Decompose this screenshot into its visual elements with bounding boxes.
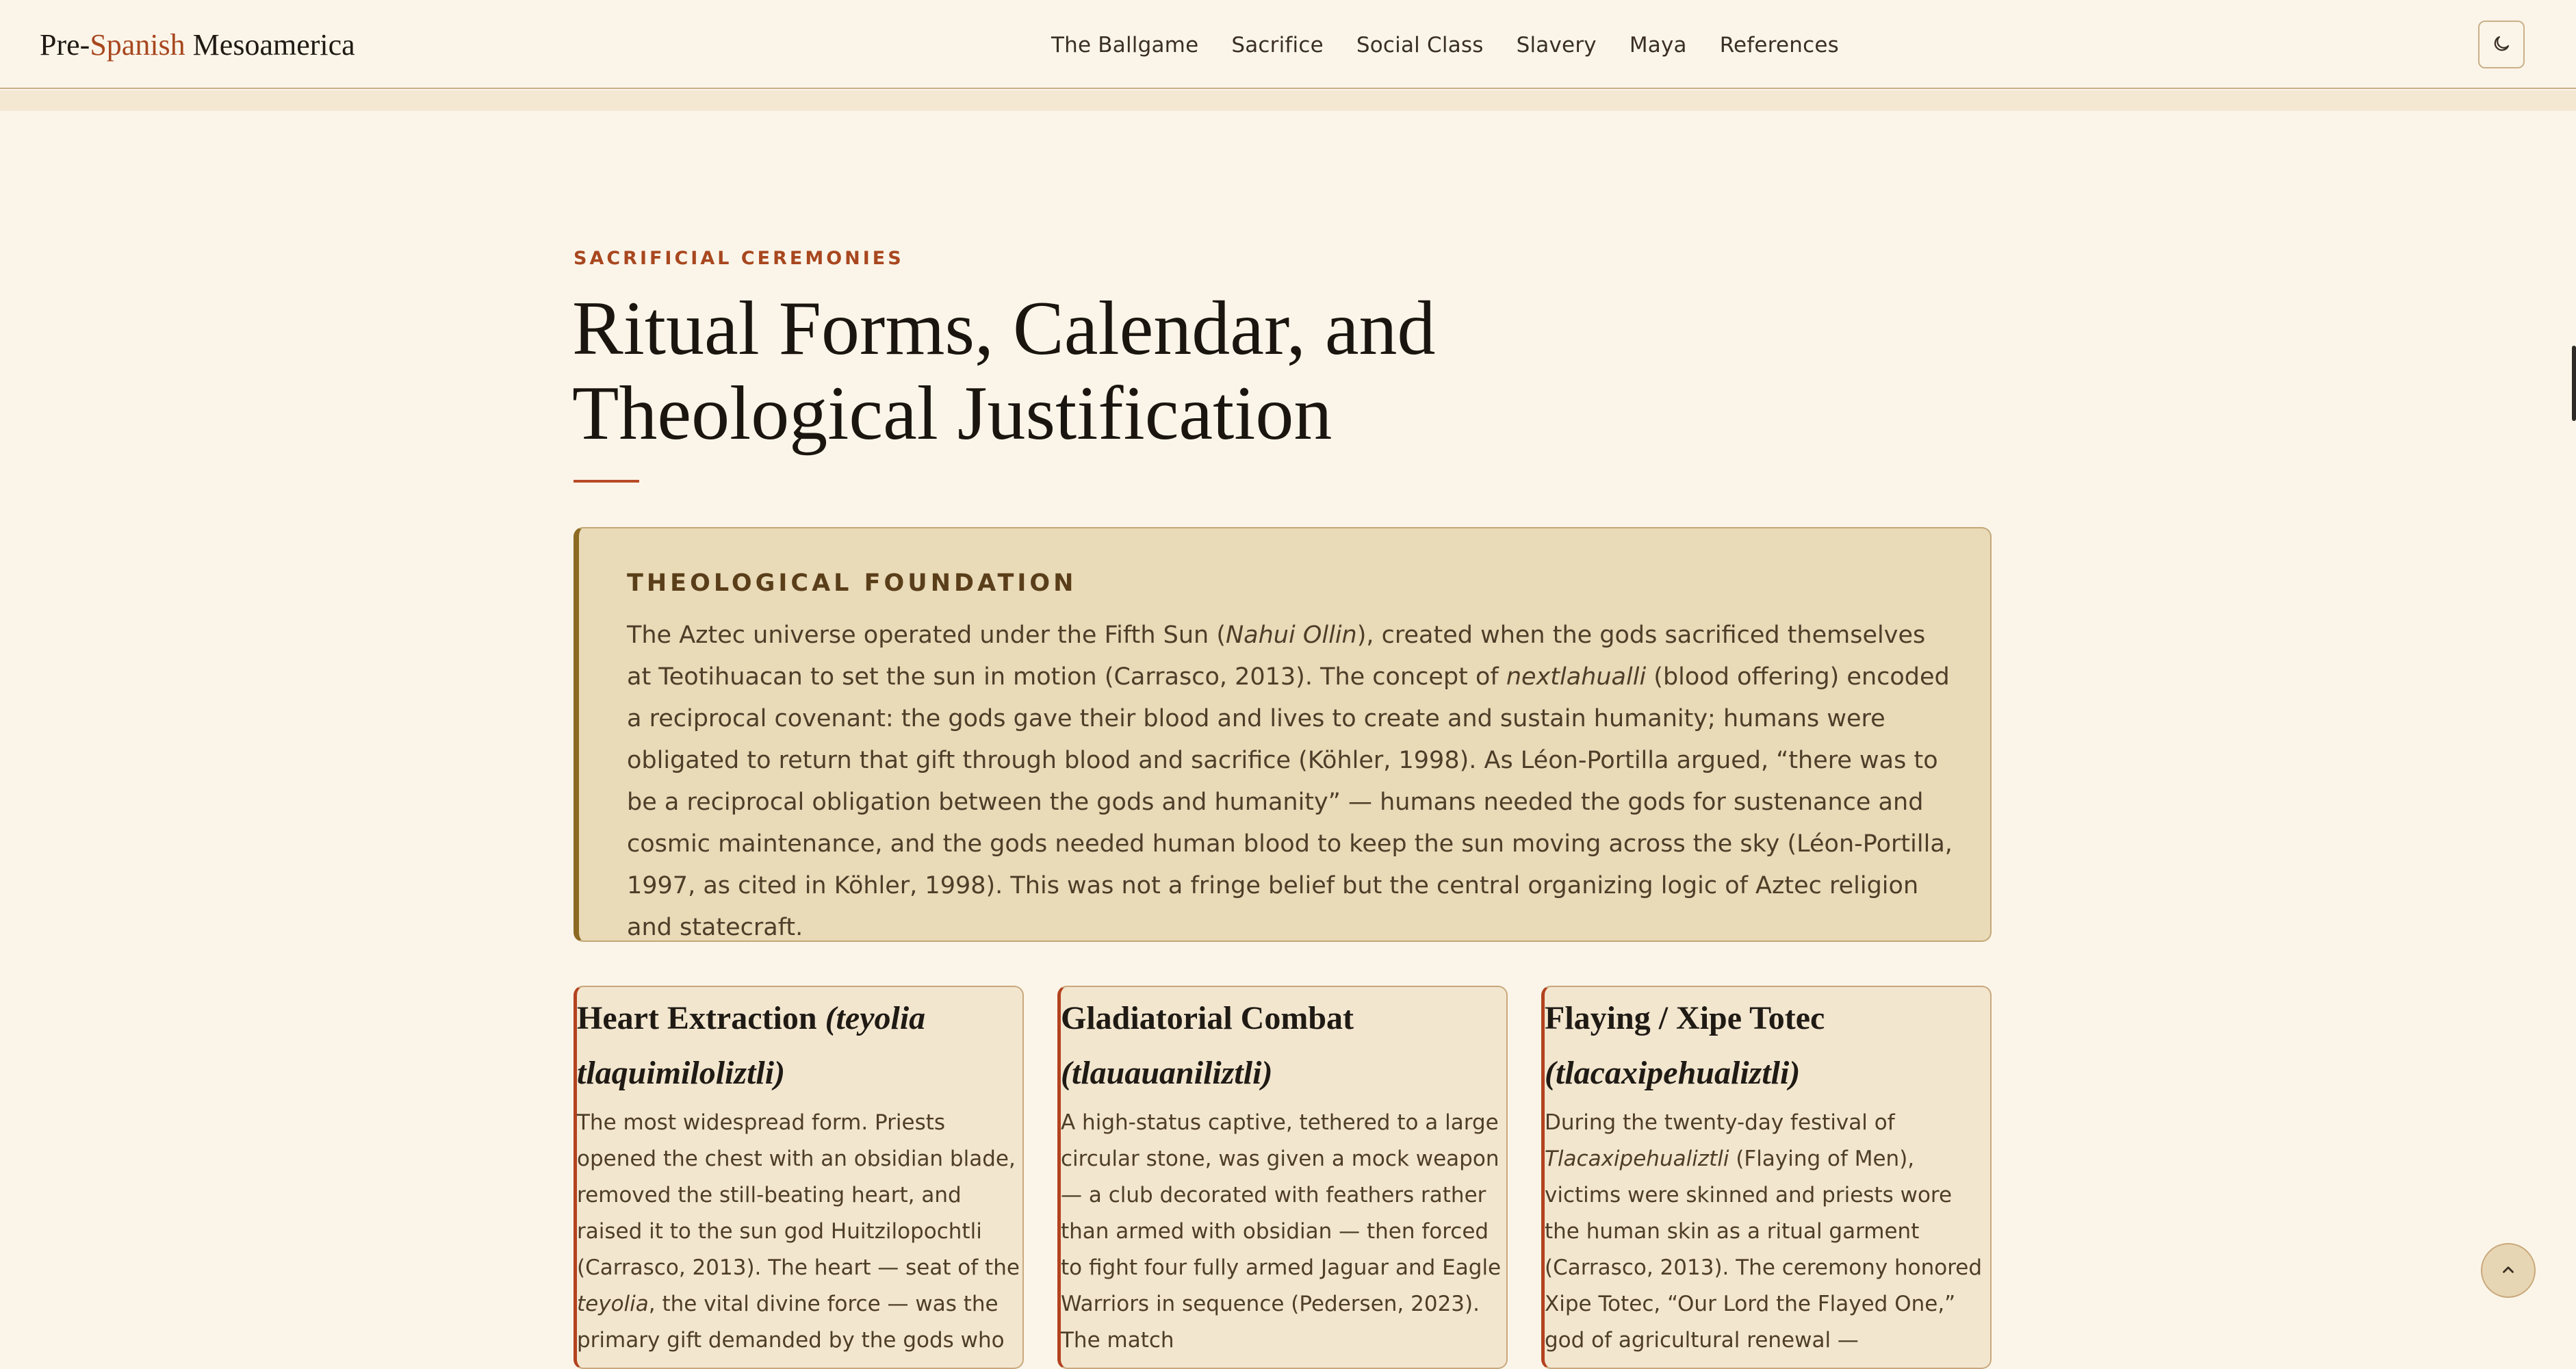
brand-suffix: Mesoamerica [185,28,355,62]
card-body [577,1105,1022,1359]
theme-toggle-button[interactable] [2478,21,2525,68]
nav-link-sacrifice[interactable]: Sacrifice [1231,33,1324,57]
card-text-2: , the vital divine force — was the primary gift demanded by the gods who [577,1292,1005,1353]
card-title-text: Gladiatorial Combat [1061,1000,1354,1036]
card-heart-extraction [574,986,1024,1369]
card-title-text: Flaying / Xipe Totec [1545,1000,1825,1036]
brand-accent: Spanish [90,28,185,62]
header-progress-strip [0,90,2576,111]
moon-icon [2491,34,2512,56]
nav-link-ballgame[interactable]: The Ballgame [1051,33,1199,57]
callout-body [627,615,1955,949]
callout-text-3: (blood offering) encoded a reciprocal covenant: the gods gave their blood and lives to create and sustain humanity; humans were obligated to return that gift through blood and sacrifice (Köhler, 1998). As Léon-Portilla argued, “there was to be a reciprocal obligation between the gods and humanity” — humans needed the gods for sustenance and cosmic maintenance, and the gods needed human blood to keep the sun moving across the sky (Léon-Portilla, 1997, as cited in Köhler, 1998). This was not a fringe belief but the central organizing logic of Aztec religion and statecraft. [627,663,1953,941]
card-text-1: The most widespread form. Priests opened the chest with an obsidian blade, removed the still-beating heart, and raised it to the sun god Huitzilopochtli (Carrasco, 2013). The heart — seat of the [577,1110,1020,1280]
card-title-term: (teyolia tlaquimiloliztli) [577,1000,926,1091]
card-title [1545,991,1989,1101]
nav-link-references[interactable]: References [1719,33,1839,57]
main-nav [1051,33,1839,57]
section-title-line-2: Theological Justification [572,371,1332,456]
back-to-top-button[interactable] [2481,1243,2536,1298]
card-text-2: (Flaying of Men), victims were skinned and priests wore the human skin as a ritual garment (Carrasco, 2013). The ceremony honored Xipe Totec, “Our Lord the Flayed One,” god of agricultural renewal — [1545,1147,1983,1353]
callout-text-1: The Aztec universe operated under the Fifth Sun ( [627,622,1226,649]
theological-foundation-callout [574,527,1992,942]
card-gladiatorial-combat [1057,986,1508,1369]
title-divider [574,480,639,483]
card-term: Tlacaxipehualiztli [1545,1147,1729,1171]
card-title-term: (tlauauaniliztli) [1061,1055,1273,1091]
section-title-line-1: Ritual Forms, Calendar, and [572,286,1436,371]
card-title [1061,991,1506,1101]
card-flaying-xipe-totec [1541,986,1992,1369]
nav-link-social-class[interactable]: Social Class [1356,33,1484,57]
chevron-up-icon [2499,1261,2517,1281]
scrollbar-thumb[interactable] [2572,346,2576,421]
card-title-text: Heart Extraction [577,1000,825,1036]
nav-link-slavery[interactable]: Slavery [1516,33,1597,57]
section-eyebrow: SACRIFICIAL CEREMONIES [574,248,904,269]
section-title [572,286,1599,456]
card-text-1: During the twenty-day festival of [1545,1110,1895,1135]
callout-text-2: ), created when the gods sacrificed themselves at Teotihuacan to set the sun in motion (Carrasco, 2013). The concept of [627,622,1926,691]
brand-prefix: Pre- [40,28,90,62]
card-text-1: A high-status captive, tethered to a large circular stone, was given a mock weapon — a club decorated with feathers rather than armed with obsidian — then forced to fight four fully armed Jaguar and Eagle Warriors in sequence (Pedersen, 2023). The match [1061,1110,1502,1353]
card-title [577,991,1022,1101]
card-body [1545,1105,1989,1359]
card-title-term: (tlacaxipehualiztli) [1545,1055,1801,1091]
nav-link-maya[interactable]: Maya [1629,33,1687,57]
card-body [1061,1105,1506,1359]
site-logo-link[interactable] [40,27,355,62]
callout-heading: THEOLOGICAL FOUNDATION [627,570,1077,597]
callout-term-nahui-ollin: Nahui Ollin [1225,622,1357,649]
ritual-forms-cards [574,986,1992,1353]
card-term: teyolia [577,1292,649,1316]
callout-term-nextlahualli: nextlahualli [1506,663,1647,691]
site-header [0,0,2576,89]
